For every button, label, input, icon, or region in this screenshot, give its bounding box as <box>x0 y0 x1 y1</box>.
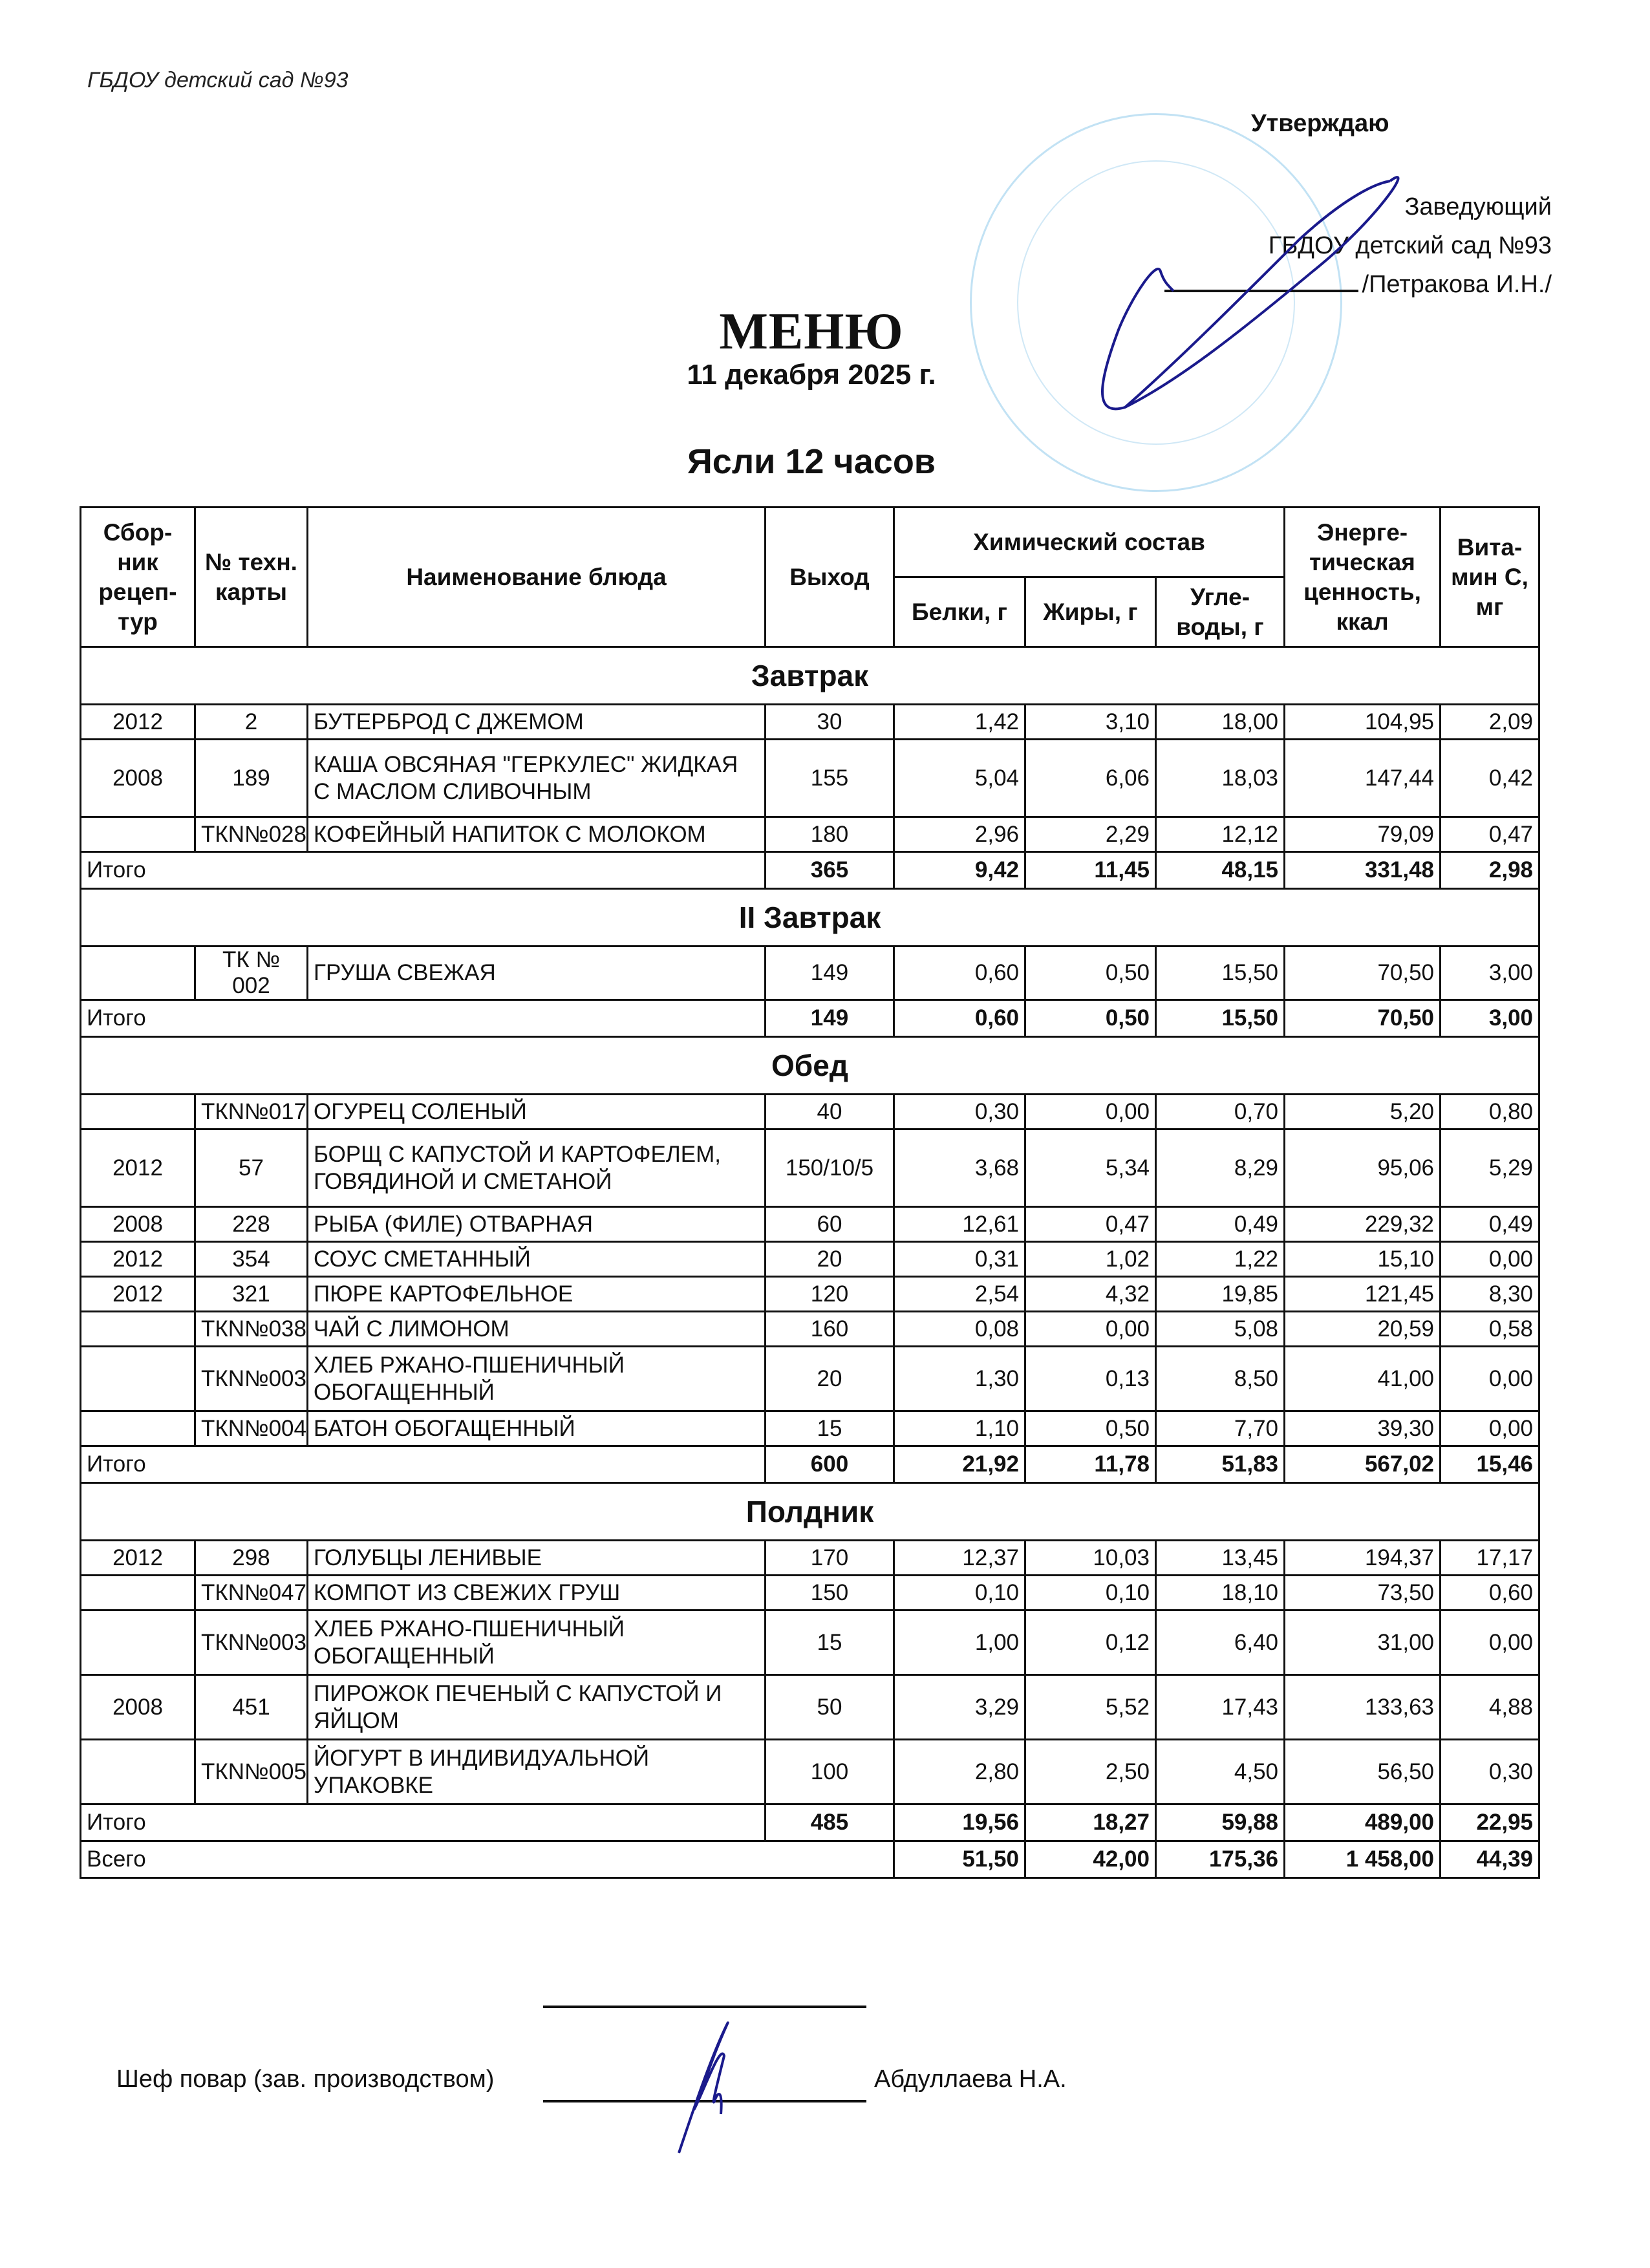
yield-cell: 40 <box>766 1095 894 1129</box>
yield-cell: 15 <box>766 1610 894 1675</box>
carbs-cell: 18,00 <box>1156 705 1285 740</box>
card-cell: 228 <box>195 1207 308 1242</box>
collection-cell <box>81 1095 195 1129</box>
collection-cell <box>81 1610 195 1675</box>
yield-cell: 170 <box>766 1541 894 1576</box>
total-proteins-cell: 0,60 <box>894 1000 1025 1037</box>
dish-name-cell: ЙОГУРТ В ИНДИВИДУАЛЬНОЙ УПАКОВКЕ <box>308 1740 766 1804</box>
energy-cell: 133,63 <box>1285 1675 1441 1740</box>
menu-date: 11 декабря 2025 г. <box>687 359 936 390</box>
dish-name-cell: ХЛЕБ РЖАНО-ПШЕНИЧНЫЙ ОБОГАЩЕННЫЙ <box>308 1610 766 1675</box>
header-chemical: Химический состав <box>894 508 1285 577</box>
header-collection: Сбор-ник рецеп-тур <box>81 508 195 647</box>
vitc-cell: 0,58 <box>1441 1312 1539 1347</box>
yield-cell: 155 <box>766 740 894 817</box>
collection-cell: 2008 <box>81 740 195 817</box>
section-title: II Завтрак <box>81 889 1539 947</box>
yield-cell: 60 <box>766 1207 894 1242</box>
yield-cell: 15 <box>766 1411 894 1446</box>
dish-name-cell: ГРУША СВЕЖАЯ <box>308 947 766 1000</box>
yield-cell: 149 <box>766 947 894 1000</box>
fats-cell: 10,03 <box>1025 1541 1156 1576</box>
dish-row <box>81 1411 1539 1446</box>
section-title: Обед <box>81 1037 1539 1095</box>
energy-cell: 39,30 <box>1285 1411 1441 1446</box>
section-title: Завтрак <box>81 647 1539 705</box>
vitc-cell: 0,47 <box>1441 817 1539 852</box>
dish-row <box>81 1541 1539 1576</box>
total-carbs-cell: 59,88 <box>1156 1804 1285 1841</box>
collection-cell: 2012 <box>81 1277 195 1312</box>
dish-row <box>81 817 1539 852</box>
dish-name-cell: ЧАЙ С ЛИМОНОМ <box>308 1312 766 1347</box>
dish-name-cell: ХЛЕБ РЖАНО-ПШЕНИЧНЫЙ ОБОГАЩЕННЫЙ <box>308 1347 766 1411</box>
proteins-cell: 12,61 <box>894 1207 1025 1242</box>
energy-cell: 229,32 <box>1285 1207 1441 1242</box>
carbs-cell: 18,10 <box>1156 1576 1285 1610</box>
total-yield-cell: 485 <box>766 1804 894 1841</box>
dish-name-cell: ОГУРЕЦ СОЛЕНЫЙ <box>308 1095 766 1129</box>
dish-row <box>81 1095 1539 1129</box>
proteins-cell: 2,80 <box>894 1740 1025 1804</box>
carbs-cell: 5,08 <box>1156 1312 1285 1347</box>
header-energy: Энерге-тическая ценность, ккал <box>1285 508 1441 647</box>
vitc-cell: 0,00 <box>1441 1411 1539 1446</box>
menu-table <box>80 506 1540 1879</box>
carbs-cell: 4,50 <box>1156 1740 1285 1804</box>
dish-row <box>81 1242 1539 1277</box>
dish-row <box>81 1610 1539 1675</box>
vitc-cell: 4,88 <box>1441 1675 1539 1740</box>
group-name: Ясли 12 часов <box>687 442 936 481</box>
card-cell: 298 <box>195 1541 308 1576</box>
dish-name-cell: ПИРОЖОК ПЕЧЕНЫЙ С КАПУСТОЙ И ЯЙЦОМ <box>308 1675 766 1740</box>
vitc-cell: 5,29 <box>1441 1129 1539 1207</box>
energy-cell: 147,44 <box>1285 740 1441 817</box>
section-header-row <box>81 1483 1539 1541</box>
fats-cell: 5,34 <box>1025 1129 1156 1207</box>
menu-body <box>81 647 1539 1878</box>
total-proteins-cell: 21,92 <box>894 1446 1025 1483</box>
carbs-cell: 12,12 <box>1156 817 1285 852</box>
energy-cell: 20,59 <box>1285 1312 1441 1347</box>
total-carbs-cell: 51,83 <box>1156 1446 1285 1483</box>
section-header-row <box>81 647 1539 705</box>
dish-name-cell: БУТЕРБРОД С ДЖЕМОМ <box>308 705 766 740</box>
dish-row <box>81 1312 1539 1347</box>
proteins-cell: 1,42 <box>894 705 1025 740</box>
proteins-cell: 1,00 <box>894 1610 1025 1675</box>
grand-total-vitc-cell: 44,39 <box>1441 1841 1539 1878</box>
dish-row <box>81 1740 1539 1804</box>
energy-cell: 104,95 <box>1285 705 1441 740</box>
fats-cell: 0,47 <box>1025 1207 1156 1242</box>
energy-cell: 194,37 <box>1285 1541 1441 1576</box>
card-cell: ТКN№003 <box>195 1610 308 1675</box>
proteins-cell: 0,10 <box>894 1576 1025 1610</box>
energy-cell: 5,20 <box>1285 1095 1441 1129</box>
total-energy-cell: 489,00 <box>1285 1804 1441 1841</box>
approver-name: /Петракова И.Н./ <box>1362 271 1552 298</box>
fats-cell: 0,50 <box>1025 1411 1156 1446</box>
carbs-cell: 19,85 <box>1156 1277 1285 1312</box>
total-carbs-cell: 15,50 <box>1156 1000 1285 1037</box>
collection-cell <box>81 1312 195 1347</box>
card-cell: ТКN№004 <box>195 1411 308 1446</box>
total-label: Итого <box>81 1000 766 1037</box>
collection-cell <box>81 1347 195 1411</box>
card-cell: ТКN№005 <box>195 1740 308 1804</box>
grand-total-label: Всего <box>81 1841 894 1878</box>
total-label: Итого <box>81 1804 766 1841</box>
proteins-cell: 5,04 <box>894 740 1025 817</box>
vitc-cell: 0,80 <box>1441 1095 1539 1129</box>
carbs-cell: 17,43 <box>1156 1675 1285 1740</box>
grand-total-row <box>81 1841 1539 1878</box>
chef-name: Абдуллаева Н.А. <box>874 2066 1067 2093</box>
header-proteins: Белки, г <box>894 577 1025 647</box>
card-cell: ТКN№047 <box>195 1576 308 1610</box>
vitc-cell: 0,30 <box>1441 1740 1539 1804</box>
total-fats-cell: 18,27 <box>1025 1804 1156 1841</box>
dish-name-cell: ПЮРЕ КАРТОФЕЛЬНОЕ <box>308 1277 766 1312</box>
collection-cell: 2012 <box>81 1242 195 1277</box>
fats-cell: 0,13 <box>1025 1347 1156 1411</box>
fats-cell: 2,50 <box>1025 1740 1156 1804</box>
fats-cell: 0,10 <box>1025 1576 1156 1610</box>
vitc-cell: 0,00 <box>1441 1242 1539 1277</box>
chef-label: Шеф повар (зав. производством) <box>116 2066 495 2093</box>
fats-cell: 0,50 <box>1025 947 1156 1000</box>
collection-cell <box>81 1411 195 1446</box>
yield-cell: 20 <box>766 1347 894 1411</box>
yield-cell: 150 <box>766 1576 894 1610</box>
card-cell: 189 <box>195 740 308 817</box>
dish-row <box>81 1129 1539 1207</box>
dish-row <box>81 705 1539 740</box>
total-yield-cell: 600 <box>766 1446 894 1483</box>
collection-cell: 2012 <box>81 705 195 740</box>
collection-cell <box>81 817 195 852</box>
collection-cell: 2012 <box>81 1129 195 1207</box>
document-title: МЕНЮ <box>719 303 904 360</box>
organization-name: ГБДОУ детский сад №93 <box>87 68 348 92</box>
header-card-no: № техн. карты <box>195 508 308 647</box>
chef-signature <box>666 2017 756 2159</box>
proteins-cell: 12,37 <box>894 1541 1025 1576</box>
yield-cell: 100 <box>766 1740 894 1804</box>
total-energy-cell: 331,48 <box>1285 852 1441 889</box>
energy-cell: 41,00 <box>1285 1347 1441 1411</box>
total-vitc-cell: 3,00 <box>1441 1000 1539 1037</box>
card-cell: 321 <box>195 1277 308 1312</box>
dish-name-cell: СОУС СМЕТАННЫЙ <box>308 1242 766 1277</box>
proteins-cell: 0,31 <box>894 1242 1025 1277</box>
yield-cell: 30 <box>766 705 894 740</box>
energy-cell: 56,50 <box>1285 1740 1441 1804</box>
card-cell: 451 <box>195 1675 308 1740</box>
card-cell: 354 <box>195 1242 308 1277</box>
header-vitamin-c: Вита-мин С, мг <box>1441 508 1539 647</box>
total-label: Итого <box>81 852 766 889</box>
energy-cell: 121,45 <box>1285 1277 1441 1312</box>
proteins-cell: 2,54 <box>894 1277 1025 1312</box>
total-yield-cell: 365 <box>766 852 894 889</box>
total-vitc-cell: 22,95 <box>1441 1804 1539 1841</box>
grand-total-fats-cell: 42,00 <box>1025 1841 1156 1878</box>
section-total-row <box>81 1446 1539 1483</box>
energy-cell: 79,09 <box>1285 817 1441 852</box>
section-header-row <box>81 889 1539 947</box>
fats-cell: 0,00 <box>1025 1312 1156 1347</box>
card-cell: 2 <box>195 705 308 740</box>
approve-label: Утверждаю <box>1251 110 1389 137</box>
grand-total-proteins-cell: 51,50 <box>894 1841 1025 1878</box>
dish-name-cell: КОМПОТ ИЗ СВЕЖИХ ГРУШ <box>308 1576 766 1610</box>
fats-cell: 1,02 <box>1025 1242 1156 1277</box>
footer-line-top <box>543 2006 866 2008</box>
approver-position: Заведующий <box>1404 193 1552 220</box>
card-cell: ТКN№028 <box>195 817 308 852</box>
section-total-row <box>81 1000 1539 1037</box>
energy-cell: 31,00 <box>1285 1610 1441 1675</box>
fats-cell: 0,00 <box>1025 1095 1156 1129</box>
grand-total-energy-cell: 1 458,00 <box>1285 1841 1441 1878</box>
vitc-cell: 17,17 <box>1441 1541 1539 1576</box>
grand-total-carbs-cell: 175,36 <box>1156 1841 1285 1878</box>
collection-cell: 2008 <box>81 1675 195 1740</box>
vitc-cell: 2,09 <box>1441 705 1539 740</box>
collection-cell: 2012 <box>81 1541 195 1576</box>
dish-row <box>81 1675 1539 1740</box>
proteins-cell: 3,29 <box>894 1675 1025 1740</box>
vitc-cell: 0,60 <box>1441 1576 1539 1610</box>
vitc-cell: 0,00 <box>1441 1347 1539 1411</box>
dish-row <box>81 740 1539 817</box>
proteins-cell: 1,10 <box>894 1411 1025 1446</box>
collection-cell <box>81 947 195 1000</box>
header-yield: Выход <box>766 508 894 647</box>
total-proteins-cell: 19,56 <box>894 1804 1025 1841</box>
dish-name-cell: БОРЩ С КАПУСТОЙ И КАРТОФЕЛЕМ, ГОВЯДИНОЙ И СМЕТАНОЙ <box>308 1129 766 1207</box>
total-vitc-cell: 2,98 <box>1441 852 1539 889</box>
total-yield-cell: 149 <box>766 1000 894 1037</box>
yield-cell: 160 <box>766 1312 894 1347</box>
total-carbs-cell: 48,15 <box>1156 852 1285 889</box>
dish-row <box>81 947 1539 1000</box>
dish-name-cell: КОФЕЙНЫЙ НАПИТОК С МОЛОКОМ <box>308 817 766 852</box>
total-fats-cell: 11,78 <box>1025 1446 1156 1483</box>
carbs-cell: 7,70 <box>1156 1411 1285 1446</box>
proteins-cell: 0,30 <box>894 1095 1025 1129</box>
energy-cell: 73,50 <box>1285 1576 1441 1610</box>
header-fats: Жиры, г <box>1025 577 1156 647</box>
total-fats-cell: 0,50 <box>1025 1000 1156 1037</box>
dish-name-cell: РЫБА (ФИЛЕ) ОТВАРНАЯ <box>308 1207 766 1242</box>
vitc-cell: 0,42 <box>1441 740 1539 817</box>
dish-row <box>81 1207 1539 1242</box>
vitc-cell: 8,30 <box>1441 1277 1539 1312</box>
collection-cell: 2008 <box>81 1207 195 1242</box>
section-total-row <box>81 1804 1539 1841</box>
card-cell: ТКN№003 <box>195 1347 308 1411</box>
carbs-cell: 15,50 <box>1156 947 1285 1000</box>
total-vitc-cell: 15,46 <box>1441 1446 1539 1483</box>
card-cell: ТКN№017 <box>195 1095 308 1129</box>
carbs-cell: 6,40 <box>1156 1610 1285 1675</box>
dish-name-cell: БАТОН ОБОГАЩЕННЫЙ <box>308 1411 766 1446</box>
proteins-cell: 0,60 <box>894 947 1025 1000</box>
total-energy-cell: 567,02 <box>1285 1446 1441 1483</box>
header-carbs: Угле-воды, г <box>1156 577 1285 647</box>
yield-cell: 180 <box>766 817 894 852</box>
fats-cell: 2,29 <box>1025 817 1156 852</box>
fats-cell: 0,12 <box>1025 1610 1156 1675</box>
carbs-cell: 0,49 <box>1156 1207 1285 1242</box>
dish-name-cell: КАША ОВСЯНАЯ "ГЕРКУЛЕС" ЖИДКАЯ С МАСЛОМ СЛИВОЧНЫМ <box>308 740 766 817</box>
dish-row <box>81 1576 1539 1610</box>
proteins-cell: 1,30 <box>894 1347 1025 1411</box>
proteins-cell: 3,68 <box>894 1129 1025 1207</box>
fats-cell: 6,06 <box>1025 740 1156 817</box>
dish-row <box>81 1277 1539 1312</box>
yield-cell: 150/10/5 <box>766 1129 894 1207</box>
vitc-cell: 0,49 <box>1441 1207 1539 1242</box>
carbs-cell: 18,03 <box>1156 740 1285 817</box>
total-label: Итого <box>81 1446 766 1483</box>
dish-name-cell: ГОЛУБЦЫ ЛЕНИВЫЕ <box>308 1541 766 1576</box>
collection-cell <box>81 1740 195 1804</box>
carbs-cell: 1,22 <box>1156 1242 1285 1277</box>
dish-row <box>81 1347 1539 1411</box>
vitc-cell: 0,00 <box>1441 1610 1539 1675</box>
card-cell: ТКN№038 <box>195 1312 308 1347</box>
carbs-cell: 13,45 <box>1156 1541 1285 1576</box>
section-title: Полдник <box>81 1483 1539 1541</box>
section-total-row <box>81 852 1539 889</box>
card-cell: 57 <box>195 1129 308 1207</box>
yield-cell: 20 <box>766 1242 894 1277</box>
carbs-cell: 0,70 <box>1156 1095 1285 1129</box>
carbs-cell: 8,50 <box>1156 1347 1285 1411</box>
header-dish-name: Наименование блюда <box>308 508 766 647</box>
fats-cell: 3,10 <box>1025 705 1156 740</box>
proteins-cell: 0,08 <box>894 1312 1025 1347</box>
energy-cell: 70,50 <box>1285 947 1441 1000</box>
card-cell: ТК № 002 <box>195 947 308 1000</box>
section-header-row <box>81 1037 1539 1095</box>
proteins-cell: 2,96 <box>894 817 1025 852</box>
yield-cell: 50 <box>766 1675 894 1740</box>
vitc-cell: 3,00 <box>1441 947 1539 1000</box>
energy-cell: 95,06 <box>1285 1129 1441 1207</box>
total-fats-cell: 11,45 <box>1025 852 1156 889</box>
approver-org: ГБДОУ детский сад №93 <box>1268 232 1552 259</box>
energy-cell: 15,10 <box>1285 1242 1441 1277</box>
fats-cell: 4,32 <box>1025 1277 1156 1312</box>
total-energy-cell: 70,50 <box>1285 1000 1441 1037</box>
yield-cell: 120 <box>766 1277 894 1312</box>
carbs-cell: 8,29 <box>1156 1129 1285 1207</box>
collection-cell <box>81 1576 195 1610</box>
fats-cell: 5,52 <box>1025 1675 1156 1740</box>
total-proteins-cell: 9,42 <box>894 852 1025 889</box>
